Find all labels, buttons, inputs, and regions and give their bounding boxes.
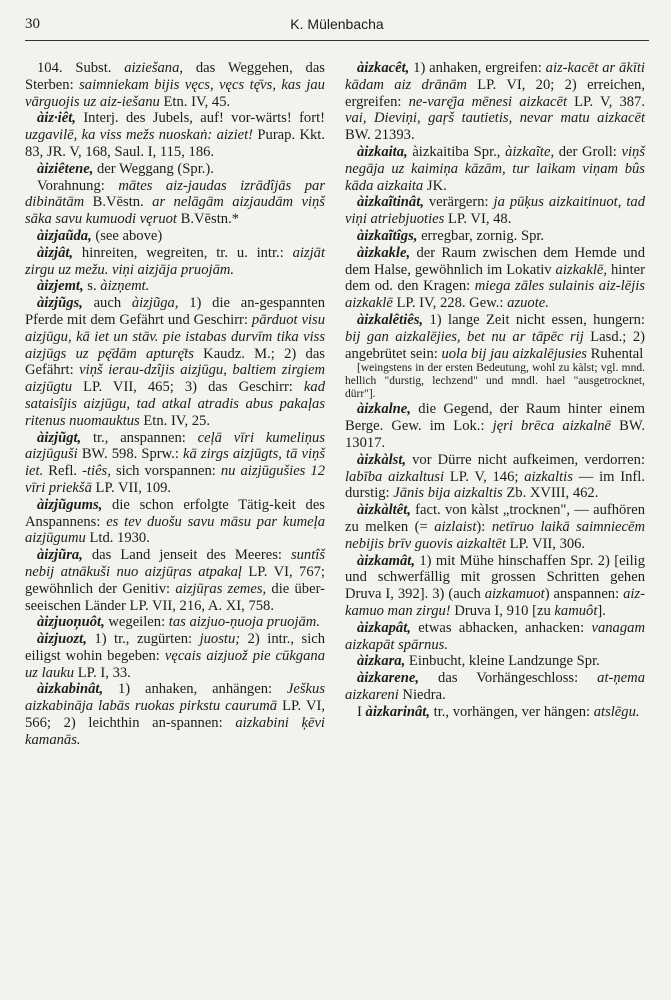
definition-text: LP. VII, 465; 3) das Geschirr: — [83, 379, 304, 396]
definition-text: hinreiten, wegreiten, tr. u. intr.: — [81, 244, 293, 261]
definition-text: 1) anhaken, ergreifen: — [413, 60, 546, 76]
dictionary-entry — [345, 653, 645, 670]
example-text: miega zāles sulainis aiz-lējis aizkaklē — [345, 278, 645, 312]
example-text: vanagam aizkapāt spārnus. — [345, 619, 645, 653]
example-text: kamuôt — [554, 602, 598, 619]
definition-text: das Weggehen, das Sterben: — [25, 60, 325, 93]
definition-text: — im Infl. durstig: — [345, 468, 645, 502]
example-text: uola bij jau aizkalējusies — [441, 345, 591, 362]
definition-text: LP. I, 33. — [77, 664, 131, 681]
dictionary-entry — [345, 553, 645, 620]
headword: àizjũgt, — [37, 429, 93, 446]
definition-text: B.Vēstn.* — [180, 211, 240, 228]
headword: àizjât, — [37, 244, 82, 261]
headword: àizjemt, — [37, 278, 88, 295]
definition-text: LP. VI, 566; 2) leichthin an-spannen: — [25, 698, 325, 732]
dictionary-entry — [345, 401, 645, 451]
example-text: aizlaist — [434, 518, 477, 535]
example-text: Jānis bija aizkaltis — [393, 485, 507, 502]
definition-text: 1) anhaken, anhängen: — [117, 681, 287, 698]
example-text: aizkabini ķēvi kamanās. — [25, 715, 325, 748]
headword: àizkaĩtîgs, — [357, 227, 422, 244]
headword: àizkaita, — [357, 143, 413, 160]
example-text: aizjūŗas zemes, — [175, 580, 272, 597]
definition-text: ]. — [597, 602, 606, 619]
definition-text: 1) die an-gespannten Pferde mit dem Gefährt und Geschirr: — [25, 295, 325, 328]
example-text: bij gan aizkalējies, bet nu ar tāpēc rij — [345, 328, 591, 345]
definition-text: LP. VII, 109. — [95, 479, 172, 496]
definition-text: Etn. IV, 25. — [143, 412, 210, 429]
definition-text: auch — [93, 295, 132, 312]
definition-text: 1) mit Mühe hinschaffen Spr. 2) [eilig und schwerfällig mit grossen Schritten gehen Druva I, 392]. 3) (auch — [345, 552, 646, 603]
definition-text: der Raum zwischen dem Hemde und dem Halse, gewöhnlich im Lokativ — [345, 244, 645, 278]
definition-text: das Vorhängeschloss: — [438, 670, 598, 687]
headword: àizkamât, — [357, 552, 420, 569]
headword: àizkàlst, — [357, 451, 413, 468]
definition-text: Kaudz. M.; 2) das Gefährt: — [25, 345, 325, 379]
definition-text: der Weggang (Spr.). — [97, 160, 214, 177]
definition-text: LP. VI, 767; gewöhnlich der Genitiv: — [25, 563, 325, 597]
example-text: labība aizkaltusi — [345, 468, 450, 485]
example-text: aizkamuot — [484, 586, 545, 603]
definition-text: 104. Subst. — [37, 60, 125, 76]
dictionary-entry — [25, 161, 325, 178]
headword: àizkakle, — [357, 244, 417, 261]
example-text: kad sataisîjis aizjūgu, tad atkal atradis abus pakaļas ritenus nuomauktus — [25, 379, 325, 429]
definition-text: LP. V, 387. — [574, 93, 645, 110]
example-text: -tiês, — [82, 463, 116, 480]
dictionary-entry — [25, 614, 325, 631]
example-text: aiz-kamuo man zirgu! — [345, 586, 646, 619]
header-rule — [25, 40, 649, 41]
example-text: es tev duošu savu māsu par kumeļa aizjūgumu — [25, 513, 326, 547]
definition-text: BW. 21393. — [345, 127, 415, 144]
example-text: aiz-kacēt ar ākīti kādam aiz drānām — [345, 60, 645, 93]
dictionary-entry — [25, 178, 325, 228]
headword: àizkalne, — [357, 401, 419, 418]
headword: àizkara, — [357, 653, 409, 670]
dictionary-entry — [25, 278, 325, 295]
dictionary-entry — [345, 144, 645, 194]
example-text: vai, Dieviņi, gaŗš tautietis, nevar matu aizkacēt — [345, 110, 645, 127]
example-text: ja pūķus aizkaitinuot, tad viņi atriebjuoties — [345, 194, 645, 228]
definition-text: die schon erfolgte Tätig-keit des Anspannens: — [25, 496, 325, 530]
example-text: aiziešana, — [124, 60, 196, 76]
definition-text: Druva I, 910 [zu — [454, 602, 555, 619]
example-text: àizkaĩte, — [505, 143, 559, 160]
example-text: àizjũga, — [131, 295, 190, 312]
definition-text: die Gegend, der Raum hinter einem Berge. Gew. im Lok.: — [345, 401, 645, 435]
definition-text: verärgern: — [428, 194, 494, 211]
example-text: vęcais aizjuož pie cūkgana uz lauku — [25, 647, 325, 681]
definition-text: Lasd.; 2) angebrütet sein: — [345, 328, 645, 362]
definition-text: erregbar, zornig. Spr. — [421, 227, 545, 244]
example-text: pārduot visu aizjūgu, kā iet un stāv. pie istabas durvīm tika viss aizjūgs uz pę̄dām apturę̄ts — [25, 311, 325, 362]
headword: àizjuozt, — [37, 631, 95, 648]
example-text: aizkaltis — [524, 468, 579, 485]
definition-text: LP. V, 146; — [449, 468, 525, 485]
headword: àizkarinât, — [365, 703, 434, 720]
definition-text: Einbucht, kleine Landzunge Spr. — [408, 653, 600, 670]
definition-text: fact. von kàlst „trocknen", — aufhören zu melken (= — [345, 502, 645, 535]
definition-text: BW. 13017. — [345, 418, 645, 451]
dictionary-entry — [345, 312, 645, 401]
definition-text: 2) intr., sich eiligst wohin begeben: — [25, 631, 326, 664]
headword: àiziêtene, — [37, 160, 97, 177]
definition-text: LP. VII, 306. — [509, 535, 586, 552]
example-text: juostu; — [199, 631, 248, 648]
definition-text: tr., anspannen: — [93, 429, 198, 446]
example-text: saimniekam bijis vęcs, vęcs tę̄vs, kas jau vārguojis uz aiz-iešanu — [25, 76, 325, 110]
definition-text: BW. 598. Sprw.: — [81, 446, 184, 463]
dictionary-entry — [25, 228, 325, 245]
definition-text: der Groll: — [558, 143, 622, 160]
definition-text: tr., vorhängen, ver hängen: — [433, 703, 594, 720]
headword: àizjũgs, — [37, 295, 94, 312]
headword: àizkapât, — [357, 619, 419, 636]
running-title: K. Mülenbacha — [290, 16, 384, 32]
definition-text: ): — [476, 518, 492, 535]
example-text: àizņemt. — [100, 278, 150, 295]
definition-text: B.Vēstn. — [92, 194, 153, 211]
definition-text: Refl. — [48, 463, 83, 480]
definition-text: LP. IV, 228. Gew.: — [396, 295, 508, 312]
example-text: ar nelāgām aizjaudām viņš sāka savu kumuodi vęruot — [25, 194, 325, 228]
dictionary-entry — [345, 670, 645, 704]
definition-text: Ltd. 1930. — [89, 530, 150, 547]
page-number: 30 — [25, 16, 40, 32]
example-text: netīruo laikā saimniecēm nebijis brīv guovis aizkaltēt — [345, 518, 645, 552]
dictionary-entry — [345, 60, 645, 144]
definition-text: [weingstens in der ersten Bedeutung, wohl zu kàlst; vgl. mnd. hellich "durstig, lechzend" und mndl. hael "ausgetrocknet, dürr"]. — [345, 362, 645, 401]
example-text: suntîš nebij atnākuši nuo aizjūŗas atpakaļ — [25, 547, 326, 580]
definition-text: Purap. Kkt. 83, JR. V, 168, Saul. I, 115, 186. — [25, 127, 325, 160]
dictionary-entry — [25, 60, 325, 110]
dictionary-entry — [345, 620, 645, 654]
dictionary-entry — [345, 245, 645, 312]
example-text: jęri brēca aizkalnē — [492, 418, 620, 435]
dictionary-entry — [345, 502, 645, 552]
example-text: uzgavilē, ka viss mežs nuoskaṅ: aiziet! — [25, 127, 258, 144]
example-text: viņš ierau-dzîjis aizjūgu, baltiem zirgiem aizjūgtu — [25, 362, 325, 396]
example-text: at-ņema aizkareni — [345, 670, 645, 703]
example-text: mātes aiz-jaudas izrādîjās par dibinātām — [25, 177, 326, 211]
headword: àiz·iêt, — [37, 110, 84, 127]
definition-text: Interj. des Jubels, auf! vor-wärts! fort! — [83, 110, 325, 127]
example-text: aizkaklē, — [555, 261, 611, 278]
dictionary-entry — [345, 452, 645, 502]
dictionary-entry — [345, 194, 645, 228]
definition-text: das Land jenseit des Meeres: — [91, 547, 291, 564]
definition-text: ) anspannen: — [544, 586, 624, 603]
headword: àizkàltêt, — [357, 502, 416, 519]
dictionary-entry — [25, 547, 325, 614]
definition-text: sich vorspannen: — [115, 463, 221, 480]
right-column — [345, 60, 645, 720]
example-text: viņš negāja uz kaimiņa kāzām, tur laikam viņam bûs kāda aizkaita — [345, 143, 645, 194]
example-text: ne-varę̄ja mēnesi aizkacēt — [408, 93, 575, 110]
example-text: ceļā vīri kumeliņus aizjūguši — [25, 429, 325, 463]
definition-text: I — [357, 703, 366, 720]
definition-text: 1) lange Zeit nicht essen, hungern: — [429, 311, 645, 328]
definition-text: Zb. XVIII, 462. — [506, 485, 599, 502]
definition-text: (see above) — [95, 227, 163, 244]
dictionary-entry — [345, 228, 645, 245]
example-text: atslēgu. — [593, 703, 640, 720]
definition-text: LP. VI, 20; 2) erreichen, ergreifen: — [345, 76, 645, 110]
example-text: nu aizjūgušies 12 vīri priekšā — [25, 463, 325, 496]
page-header — [25, 16, 649, 38]
definition-text: wegeilen: — [108, 614, 169, 631]
headword: àizkarene, — [357, 670, 439, 687]
definition-text: s. — [87, 278, 101, 295]
dictionary-entry — [25, 295, 325, 429]
headword: àizjuoņuôt, — [37, 614, 109, 631]
definition-text: etwas abhacken, anhacken: — [418, 619, 592, 636]
definition-text: 1) tr., zugürten: — [94, 631, 200, 648]
definition-text: vor Dürre nicht aufkeimen, verdorren: — [412, 451, 645, 468]
definition-text: Ruhental — [590, 345, 644, 362]
headword: àizjũra, — [37, 547, 92, 564]
dictionary-entry — [25, 110, 325, 160]
dictionary-entry — [25, 681, 325, 748]
headword: àizjũgums, — [37, 496, 113, 513]
example-text: aizjāt zirgu uz mežu. viņi aizjāja pruojām. — [25, 244, 325, 278]
dictionary-entry — [25, 497, 325, 547]
definition-text: Vorahnung: — [37, 177, 119, 194]
headword: àizkaĩtinât, — [357, 194, 429, 211]
definition-text: Etn. IV, 45. — [163, 93, 231, 110]
example-text: Ješkus aizkabināja labās ruokas pirkstu caurumā — [25, 681, 325, 715]
headword: àizjaũda, — [37, 227, 96, 244]
dictionary-entry — [25, 245, 325, 279]
example-text: tas aizjuo-ņuoja pruojām. — [168, 614, 320, 631]
definition-text: àizkaitiba Spr., — [412, 143, 506, 160]
definition-text: LP. VI, 48. — [447, 211, 512, 228]
definition-text: hinter dem od. den Kragen: — [345, 261, 645, 295]
headword: àizkacêt, — [357, 60, 414, 76]
dictionary-entry — [345, 704, 645, 721]
headword: àizkalêtiês, — [357, 311, 430, 328]
example-text: azuote. — [507, 295, 549, 312]
definition-text: die über-seeischen Länder LP. VII, 216, A. XI, 758. — [25, 580, 325, 614]
dictionary-entry — [25, 430, 325, 497]
left-column — [25, 60, 325, 749]
definition-text: Niedra. — [402, 686, 446, 703]
dictionary-entry — [25, 631, 325, 681]
example-text: kā zirgs aizjūgts, tā viņš iet. — [25, 446, 325, 480]
headword: àizkabinât, — [37, 681, 118, 698]
definition-text: JK. — [426, 177, 447, 194]
